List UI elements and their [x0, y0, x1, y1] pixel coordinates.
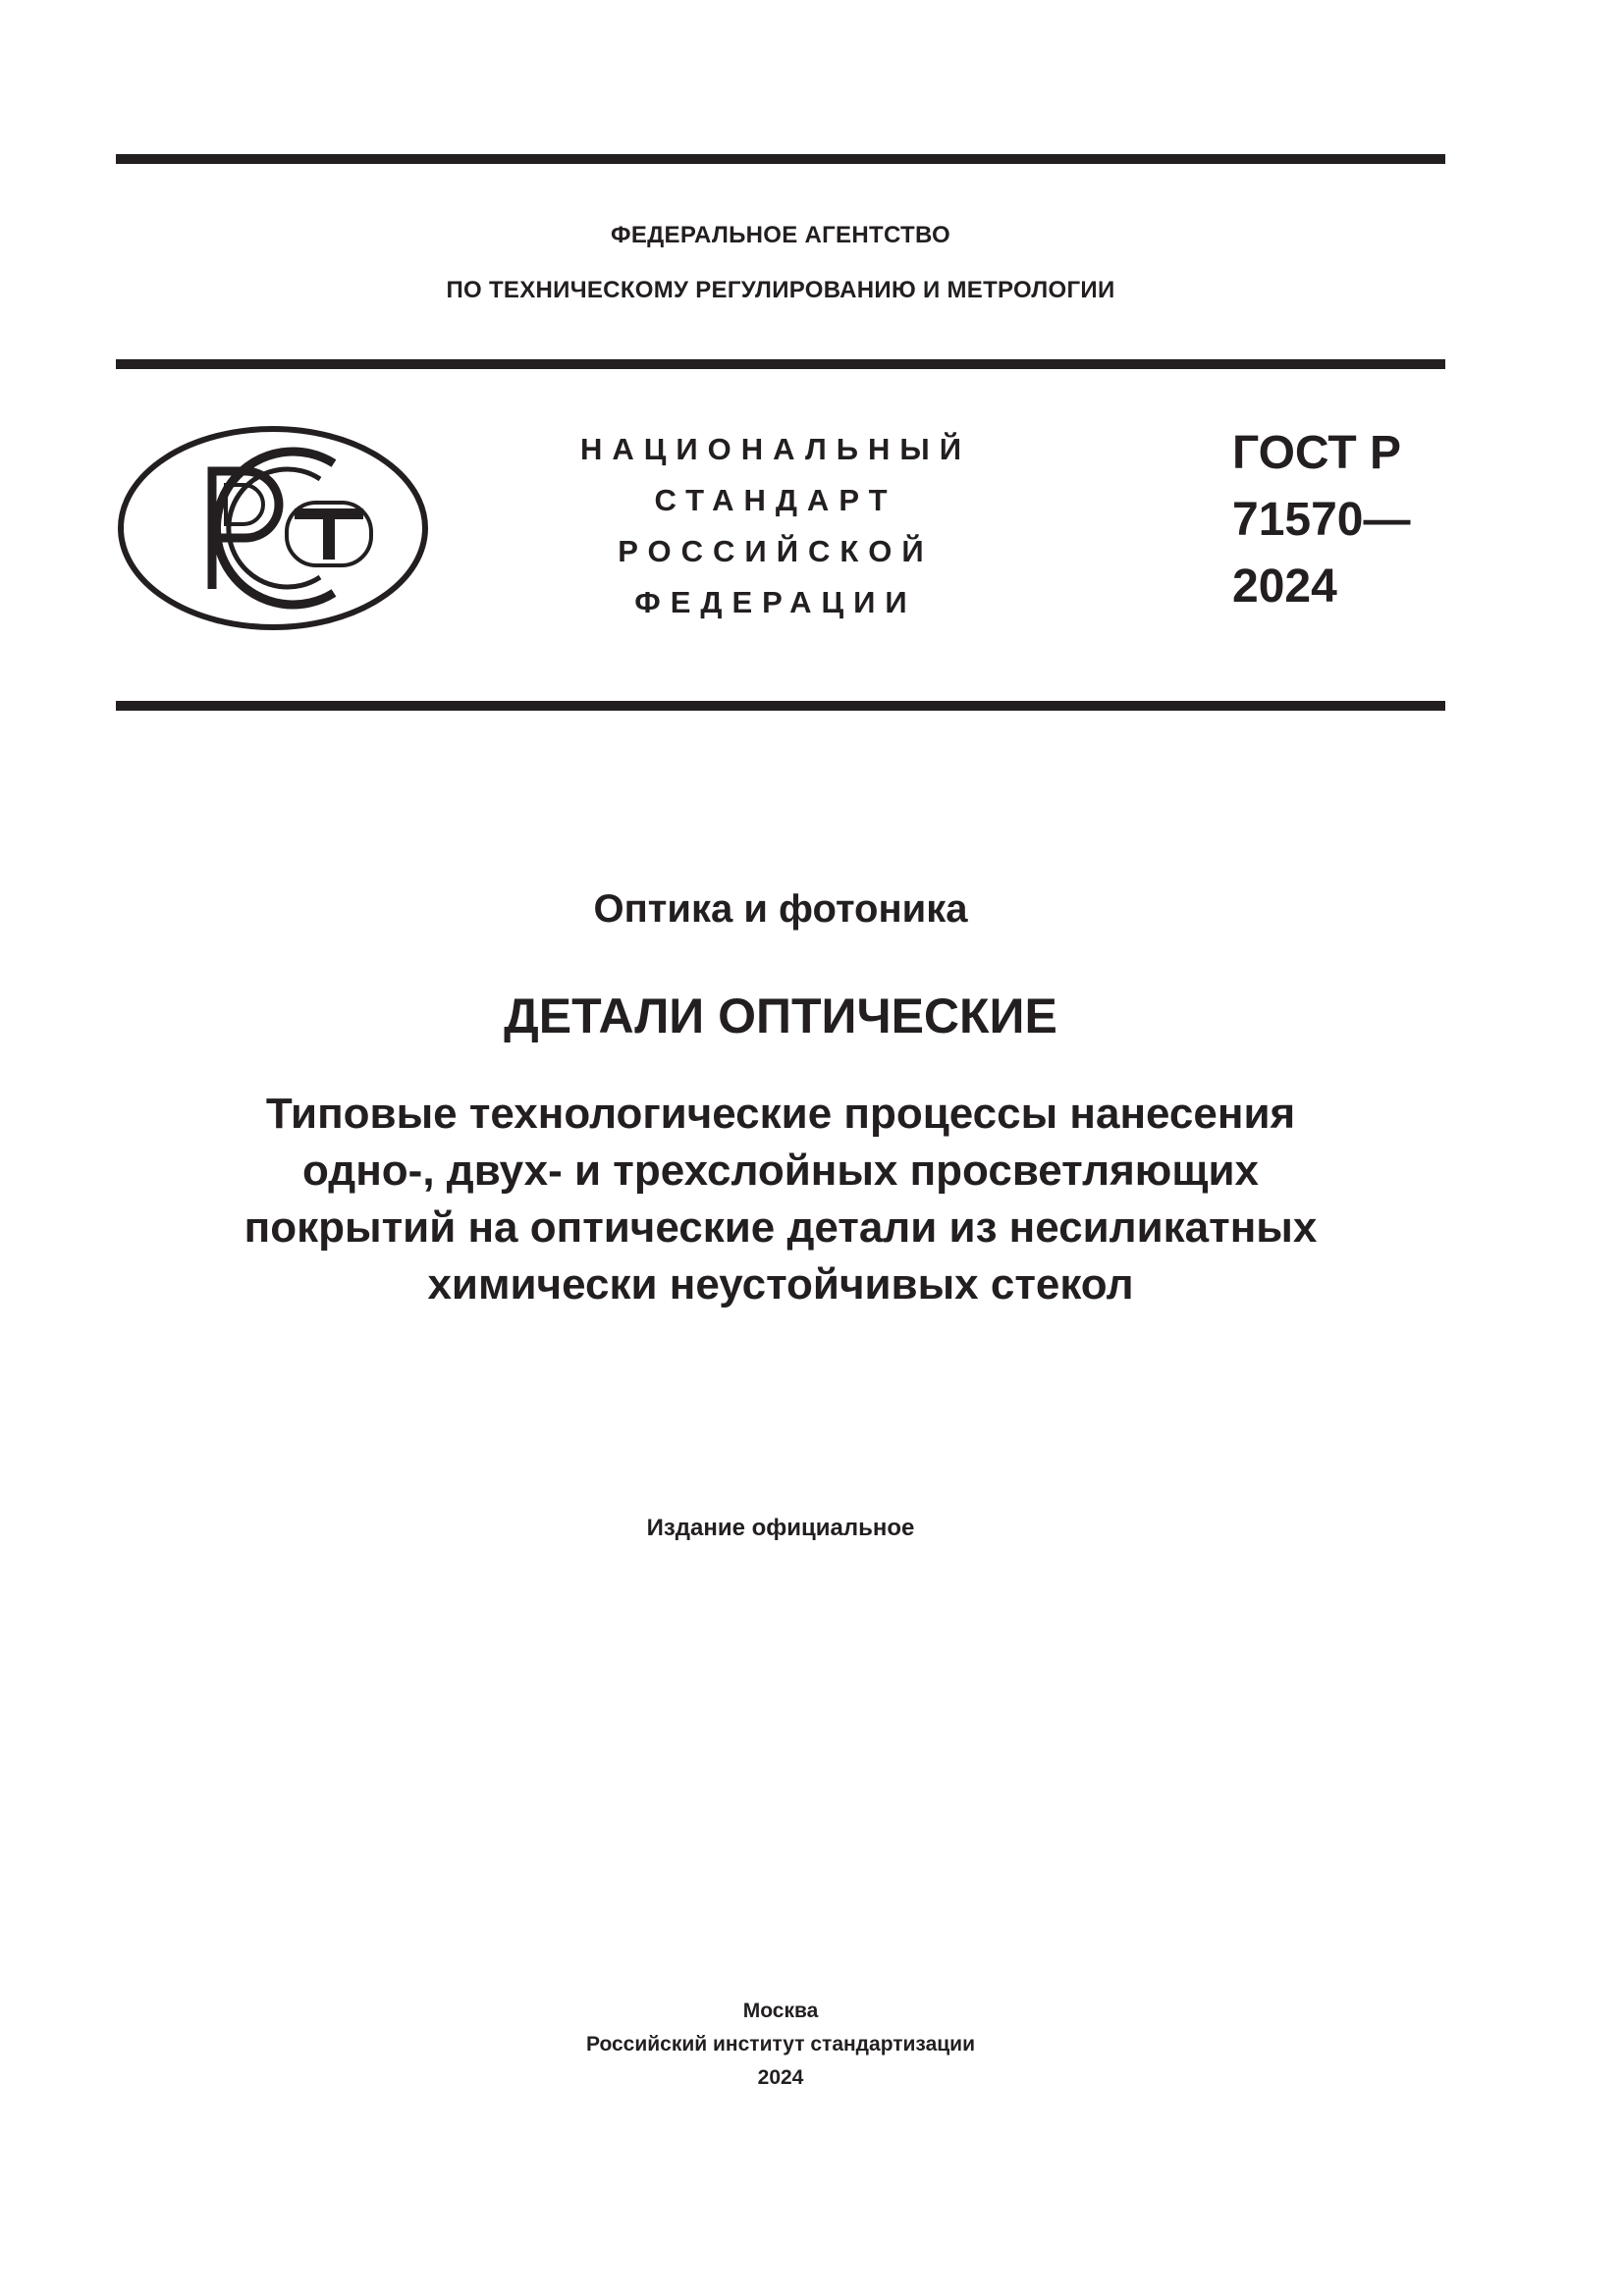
rst-certification-mark-icon [116, 424, 430, 632]
subtitle-line: химически неустойчивых стекол [427, 1260, 1134, 1308]
subtitle-line: Типовые технологические процессы нанесения [265, 1090, 1296, 1138]
designation-line: ГОСТ Р [1232, 427, 1402, 479]
national-standard-line: РОССИЙСКОЙ [618, 534, 934, 568]
agency-name-line2: ПО ТЕХНИЧЕСКОМУ РЕГУЛИРОВАНИЮ И МЕТРОЛОГИИ [446, 277, 1115, 303]
document-subtitle [116, 1086, 1445, 1313]
title-block-divider [116, 701, 1445, 711]
imprint [116, 1995, 1445, 2095]
national-standard-line: ФЕДЕРАЦИИ [634, 585, 917, 619]
imprint-city: Москва [742, 2000, 819, 2022]
national-standard-line: НАЦИОНАЛЬНЫЙ [579, 432, 972, 466]
imprint-publisher: Российский институт стандартизации [585, 2033, 976, 2056]
top-divider [116, 154, 1445, 164]
document-title: ДЕТАЛИ ОПТИЧЕСКИЕ [504, 988, 1057, 1043]
national-standard-label [530, 424, 1021, 628]
agency-name-line1: ФЕДЕРАЛЬНОЕ АГЕНТСТВО [611, 222, 950, 248]
standard-designation [1232, 420, 1448, 620]
imprint-year: 2024 [757, 2066, 804, 2089]
subtitle-line: одно-, двух- и трехслойных просветляющих [302, 1147, 1259, 1195]
subtitle-line: покрытий на оптические детали из несиликатных [244, 1203, 1318, 1252]
designation-line: 71570— [1232, 494, 1411, 546]
header-divider [116, 359, 1445, 369]
designation-line: 2024 [1232, 561, 1337, 613]
edition-note: Издание официальное [646, 1515, 915, 1541]
national-standard-line: СТАНДАРТ [654, 483, 897, 517]
subject-area: Оптика и фотоника [593, 887, 968, 931]
